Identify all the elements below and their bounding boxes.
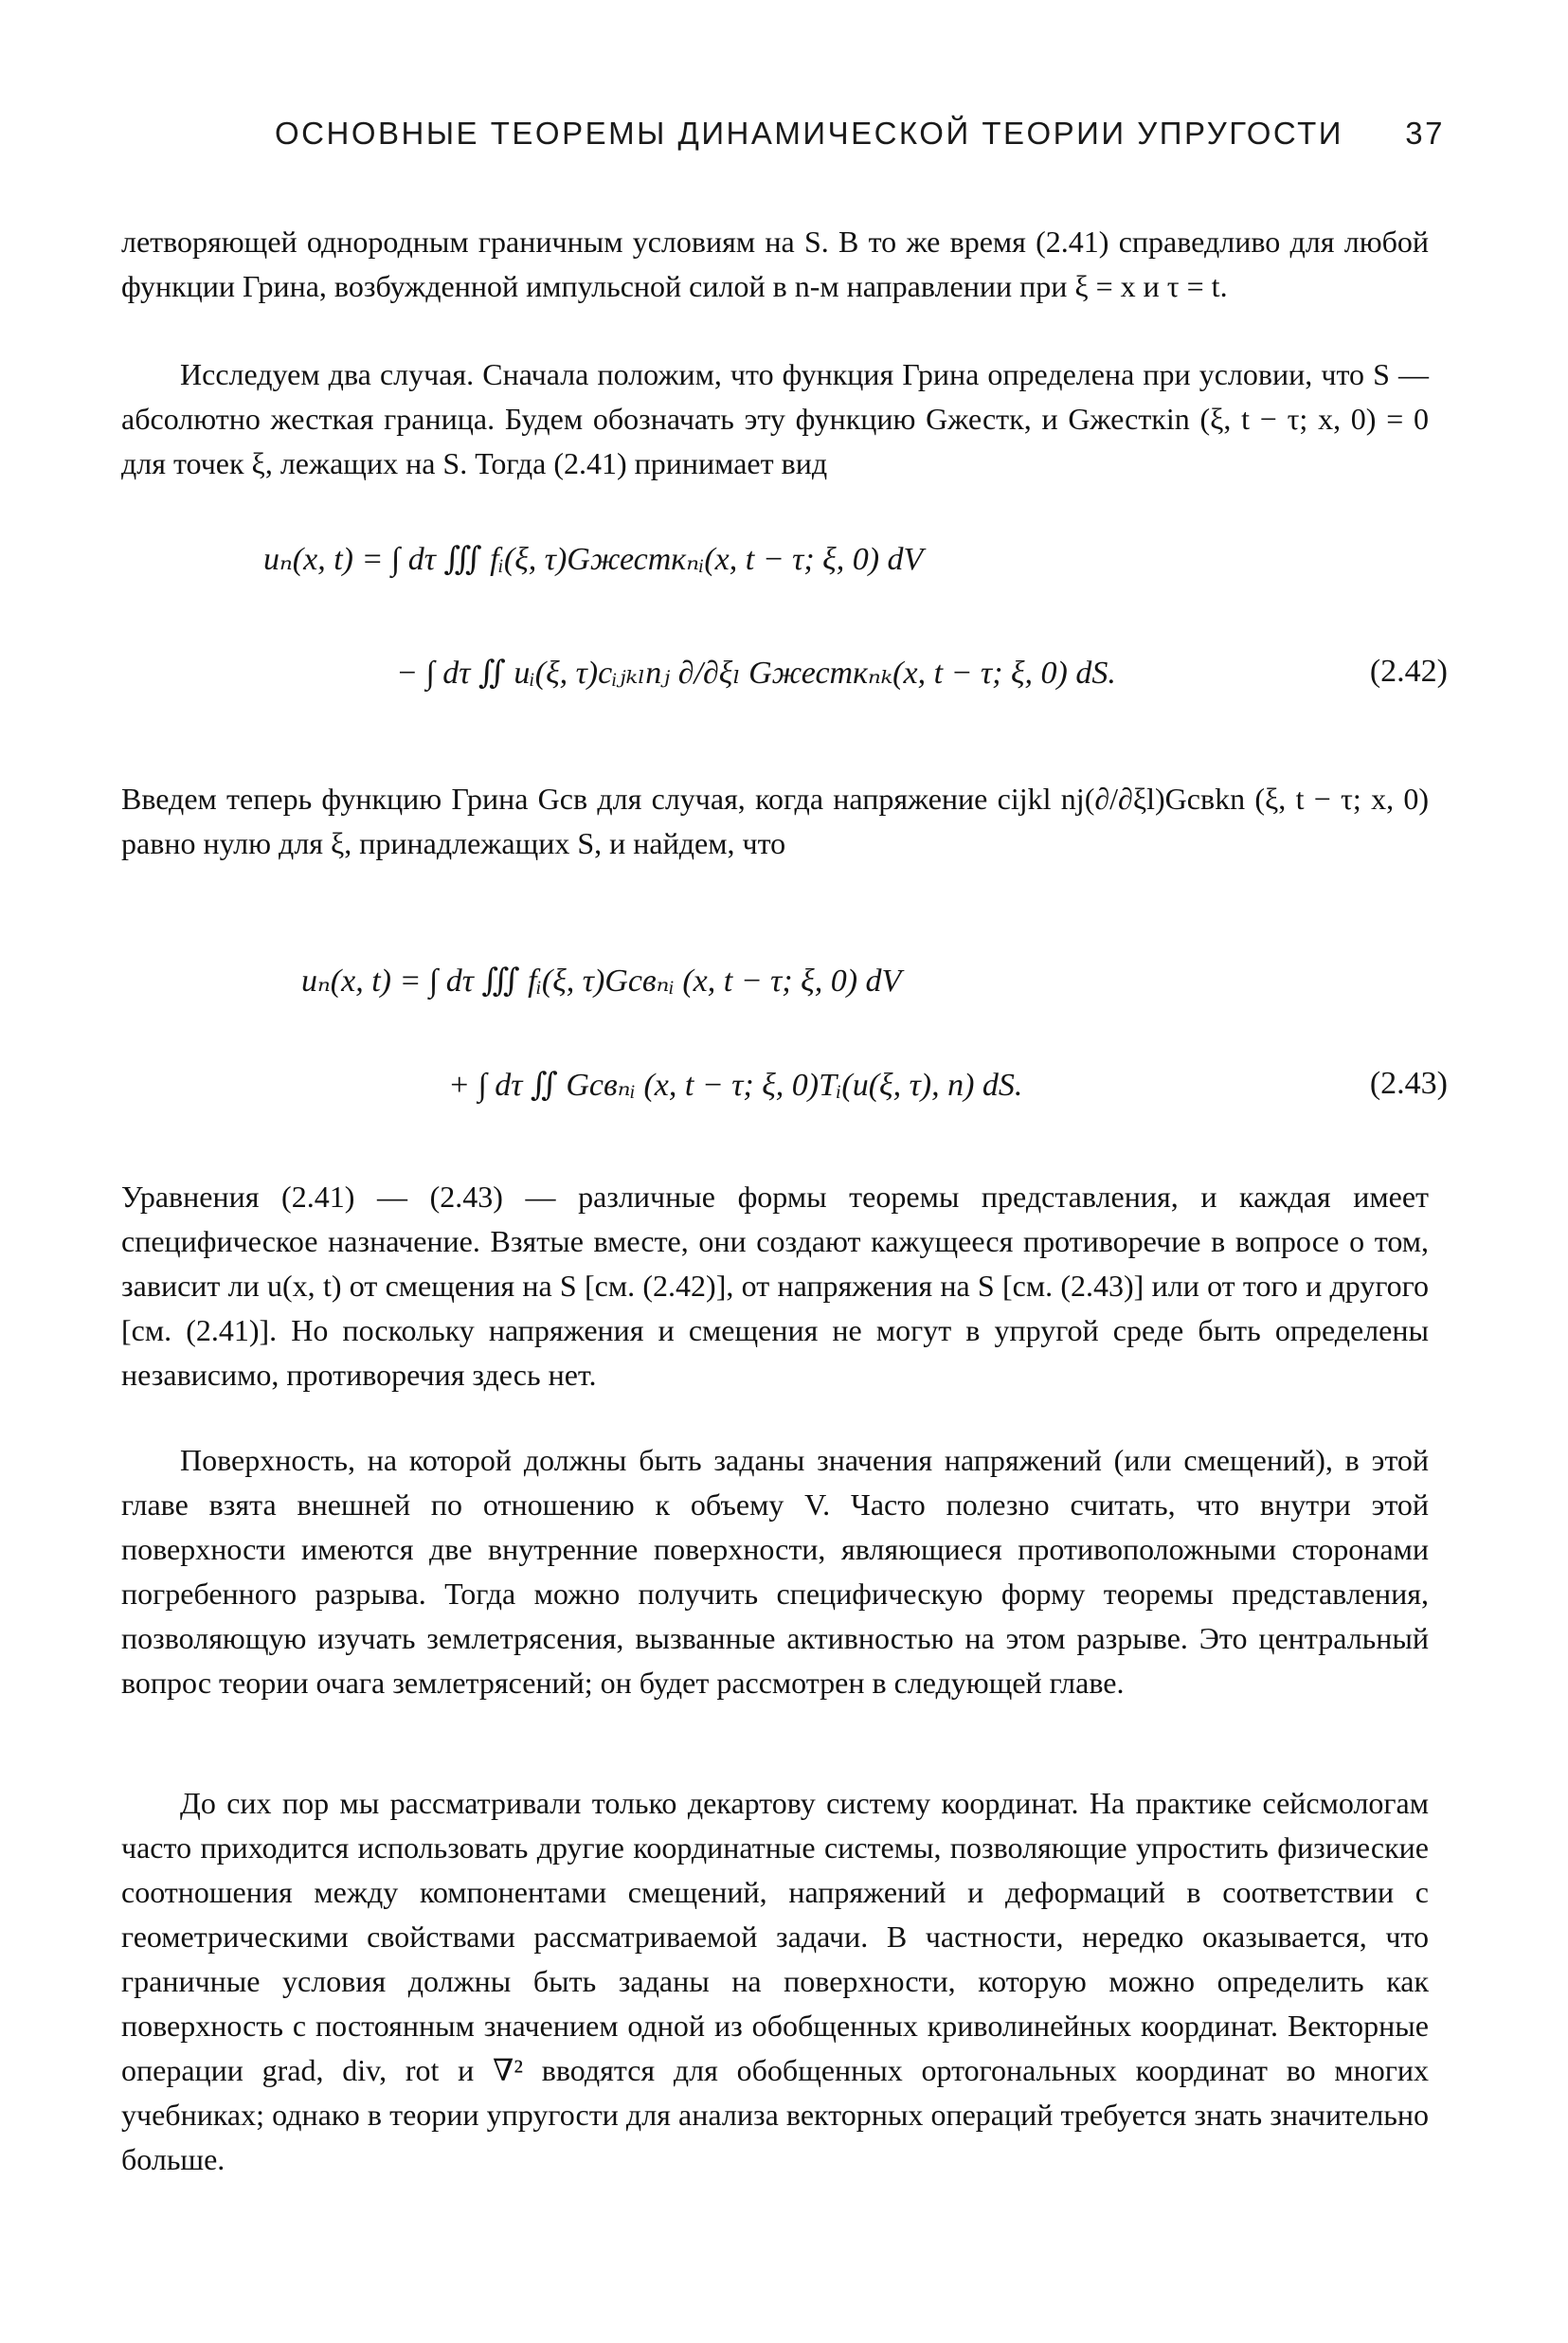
paragraph-2: Исследуем два случая. Сначала положим, что функция Грина определена при условии, что S — абсолютно жесткая граница. Будем обозначать эту функцию Gжестк, и Gжесткin (ξ, t − τ; x, 0) = 0 для точек ξ, лежащих на S. Тогда (2.41) принимает вид [121,357,1429,480]
equation-number-2-43: (2.43) [1369,1066,1448,1101]
equation-2-43-line-2: + ∫ dτ ∬ Gсвₙᵢ (x, t − τ; ξ, 0)Tᵢ(u(ξ, τ), n) dS. [448,1068,1023,1103]
paragraph-1: летворяющей однородным граничным условиям на S. В то же время (2.41) справедливо для любой функции Грина, возбужденной импульсной силой в n-м направлении при ξ = x и τ = t. [121,225,1429,303]
paragraph-4: Уравнения (2.41) — (2.43) — различные формы теоремы представления, и каждая имеет специфическое назначение. Взятые вместе, они создают кажущееся противоречие в вопросе о том, зависит ли u(x, t) от смещения на S [см. (2.42)], от напряжения на S [см. (2.43)] или от того и другого [см. (2.41)]. Но поскольку напряжения и смещения не могут в упругой среде быть определены независимо, противоречия здесь нет. [121,1180,1429,1392]
paragraph-3: Введем теперь функцию Грина Gсв для случая, когда напряжение cijkl nj(∂/∂ξl)Gсвkn (ξ, t − τ; x, 0) равно нулю для ξ, принадлежащих S, и найдем, что [121,782,1429,860]
equation-2-42-line-2: − ∫ dτ ∬ uᵢ(ξ, τ)cᵢⱼₖₗnⱼ ∂/∂ξₗ Gжесткₙₖ(x, t − τ; ξ, 0) dS. [396,656,1116,691]
equation-2-42 [121,540,1448,767]
equation-2-42-line-1: uₙ(x, t) = ∫ dτ ∭ fᵢ(ξ, τ)Gжесткₙᵢ(x, t − τ; ξ, 0) dV [263,542,924,577]
running-header [275,116,1445,152]
equation-2-43 [121,947,1448,1175]
equation-number-2-42: (2.42) [1369,654,1448,689]
paragraph-5: Поверхность, на которой должны быть заданы значения напряжений (или смещений), в этой главе взята внешней по отношению к объему V. Часто полезно считать, что внутри этой поверхности имеются две внутренние поверхности, являющиеся противоположными сторонами погребенного разрыва. Тогда можно получить специфическую форму теоремы представления, позволяющую изучать землетрясения, вызванные активностью на этом разрыве. Это центральный вопрос теории очага землетрясений; он будет рассмотрен в следующей главе. [121,1443,1429,1700]
chapter-title: ОСНОВНЫЕ ТЕОРЕМЫ ДИНАМИЧЕСКОЙ ТЕОРИИ УПРУГОСТИ [275,116,1344,151]
equation-2-43-line-1: uₙ(x, t) = ∫ dτ ∭ fᵢ(ξ, τ)Gсвₙᵢ (x, t − τ; ξ, 0) dV [301,964,902,999]
page-number: 37 [1405,116,1445,151]
paragraph-6: До сих пор мы рассматривали только декартову систему координат. На практике сейсмологам часто приходится использовать другие координатные системы, позволяющие упростить физические соотношения между компонентами смещений, напряжений и деформаций в соответствии с геометрическими свойствами рассматриваемой задачи. В частности, нередко оказывается, что граничные условия должны быть заданы на поверхности, которую можно определить как поверхность с постоянным значением одной из обобщенных криволинейных координат. Векторные операции grad, div, rot и ∇² вводятся для обобщенных ортогональных координат во многих учебниках; однако в теории упругости для анализа векторных операций требуется знать значительно больше. [121,1786,1429,2176]
